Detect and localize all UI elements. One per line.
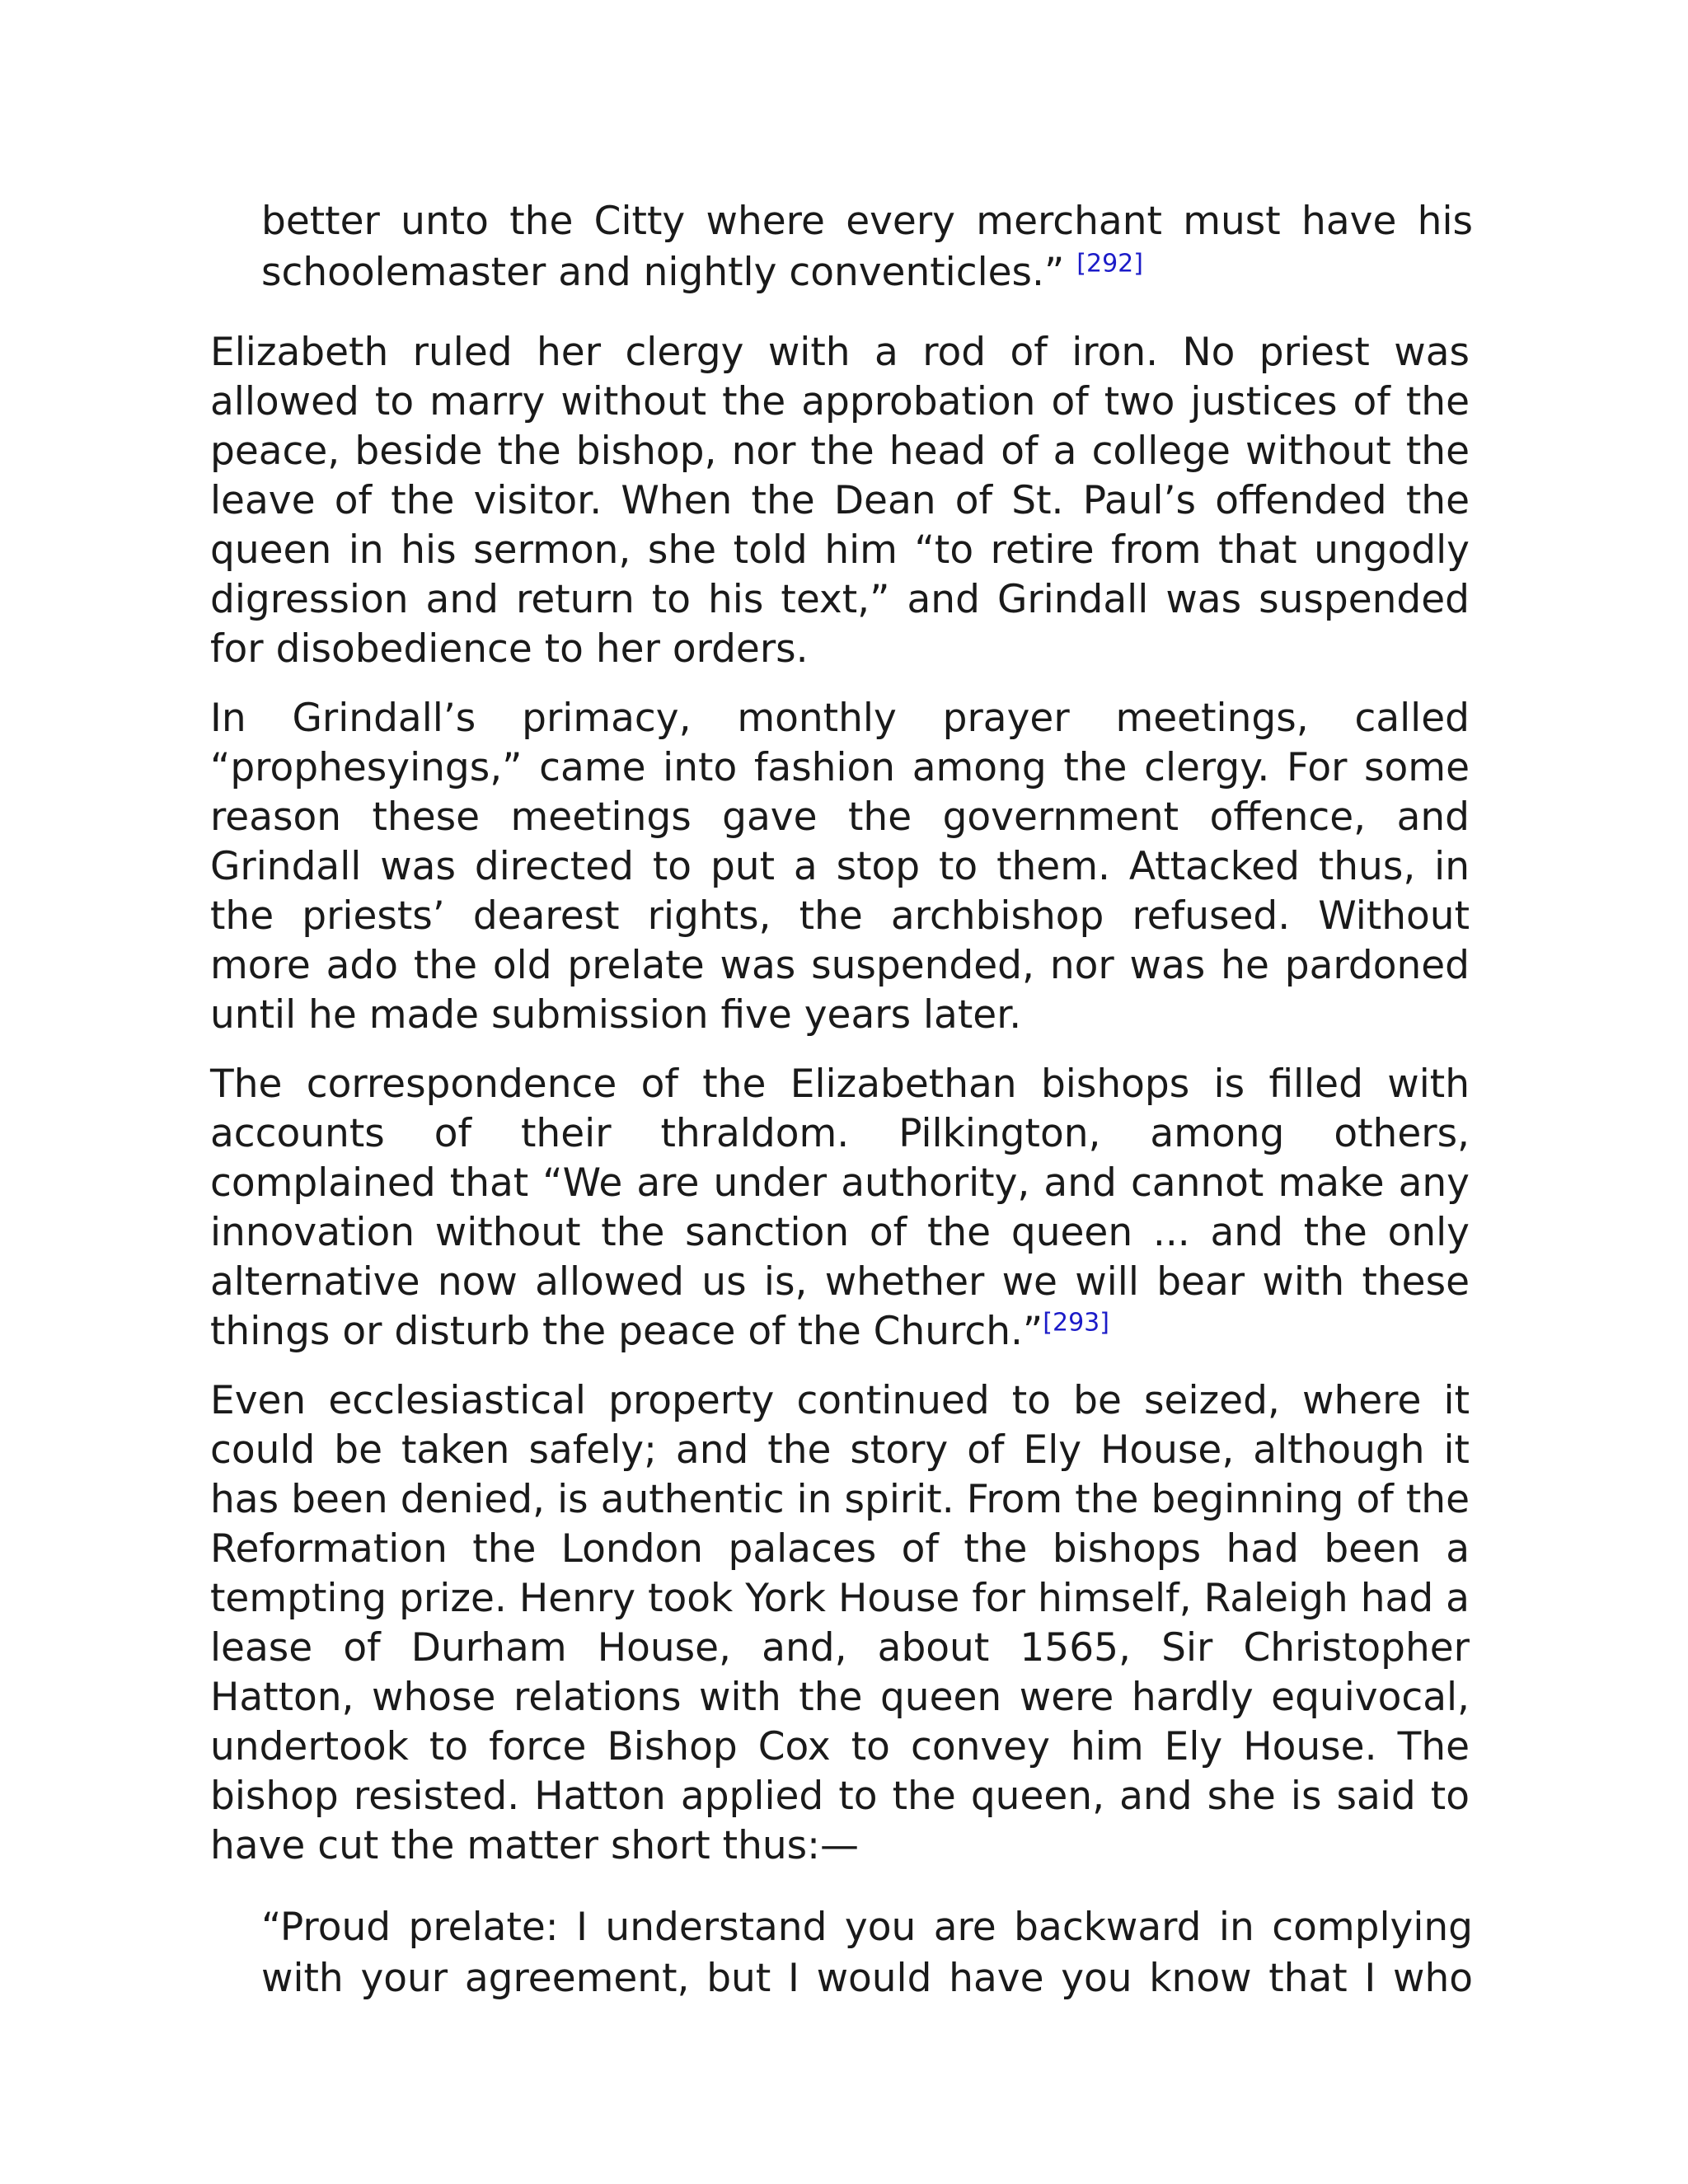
blockquote-bottom-text: “Proud prelate: I understand you are backward in complying with your agreement, but I would have you know that I who xyxy=(261,1905,1473,2001)
blockquote-top-body: better unto the Citty where every merchant must have his schoolemaster and nightly conventicles.” xyxy=(261,199,1473,295)
paragraph-clergy-rule: Elizabeth ruled her clergy with a rod of iron. No priest was allowed to marry without the approbation of two justices of the peace, beside the bishop, nor the head of a college without the leave of the visitor. When the Dean of St. Paul’s offended the queen in his sermon, she told him “to retire from that ungodly digression and return to his text,” and Grindall was suspended for disobedience to her orders. xyxy=(210,330,1470,672)
page-content xyxy=(210,196,1473,2004)
paragraph-grindall-primacy: In Grindall’s primacy, monthly prayer meetings, called “prophesyings,” came into fashion among the clergy. For some reason these meetings gave the government offence, and Grindall was directed to put a stop to them. Attacked thus, in the priests’ dearest rights, the archbishop refused. Without more ado the old prelate was suspended, nor was he pardoned until he made submission five years later. xyxy=(210,696,1470,1038)
blockquote-top-text xyxy=(261,196,1473,298)
paragraph-bishops-correspondence-body: The correspondence of the Elizabethan bishops is filled with accounts of their thraldom. Pilkington, among others, complained that “We are under authority, and cannot make any innovation without the sanction of the queen ... and the only alternative now allowed us is, whether we will bear with these things or disturb the peace of the Church.” xyxy=(210,1062,1470,1354)
blockquote-top xyxy=(261,196,1473,298)
paragraph-bishops-correspondence xyxy=(210,1060,1470,1357)
footnote-link-293[interactable]: [293] xyxy=(1043,1308,1109,1338)
blockquote-bottom xyxy=(261,1902,1473,2004)
paragraph-ely-house: Even ecclesiastical property continued to be seized, where it could be taken safely; and the story of Ely House, although it has been denied, is authentic in spirit. From the beginning of the Reformation the London palaces of the bishops had been a tempting prize. Henry took York House for himself, Raleigh had a lease of Durham House, and, about 1565, Sir Christopher Hatton, whose relations with the queen were hardly equivocal, undertook to force Bishop Cox to convey him Ely House. The bishop resisted. Hatton applied to the queen, and she is said to have cut the matter short thus:— xyxy=(210,1378,1470,1868)
footnote-link-292[interactable]: [292] xyxy=(1076,249,1143,279)
